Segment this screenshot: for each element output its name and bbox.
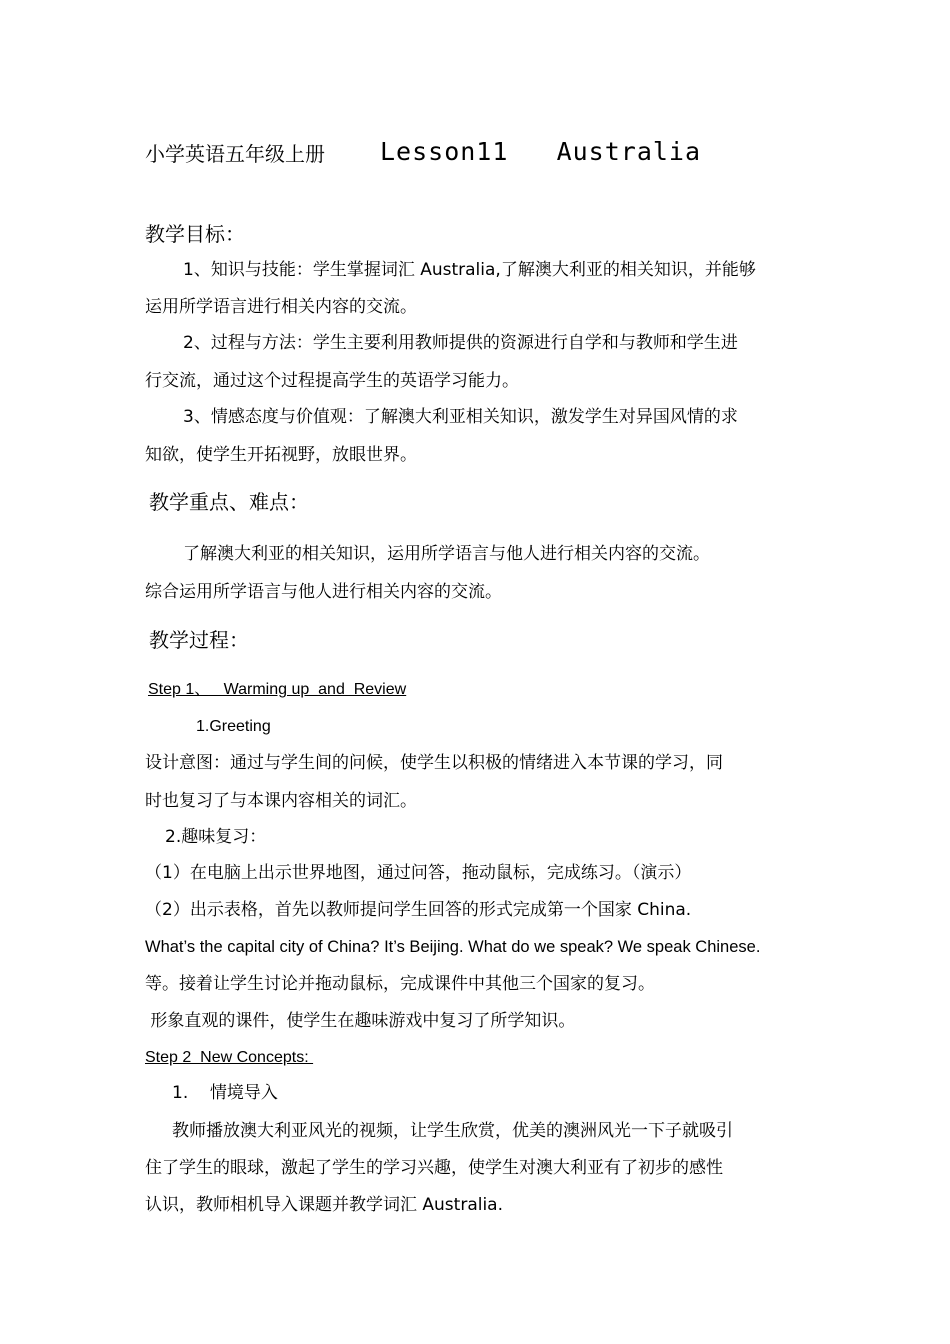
step1-intent-line-1: 设计意图：通过与学生间的问候，使学生以积极的情绪进入本节课的学习，同 [145,753,723,773]
step2-line-2: 住了学生的眼球，激起了学生的学习兴趣，使学生对澳大利亚有了初步的感性 [145,1158,723,1178]
keypoints-heading: 教学重点、难点： [149,490,309,514]
step1-title: Step 1、 Warming up and Review [148,681,407,698]
step1-intent-line-2: 时也复习了与本课内容相关的词汇。 [145,791,417,811]
step2-line-3: 认识，教师相机导入课题并教学词汇 Australia. [145,1195,504,1215]
step1-after-line: 等。接着让学生讨论并拖动鼠标，完成课件中其他三个国家的复习。 [145,974,655,994]
title-english: Lesson11 Australia [380,137,702,166]
step1-review-item-1: （1）在电脑上出示世界地图，通过问答，拖动鼠标，完成练习。（演示） [145,863,692,883]
step2-title: Step 2 New Concepts: [145,1049,314,1066]
keypoints-line-2: 综合运用所学语言与他人进行相关内容的交流。 [145,582,502,602]
process-heading: 教学过程： [149,628,249,652]
objective-line-4: 行交流，通过这个过程提高学生的英语学习能力。 [145,371,519,391]
step1-review-item-2: （2）出示表格，首先以教师提问学生回答的形式完成第一个国家 China. [145,900,692,920]
step1-greeting: 1.Greeting [196,718,271,735]
step2-line-1: 教师播放澳大利亚风光的视频，让学生欣赏，优美的澳洲风光一下子就吸引 [172,1121,733,1141]
objective-line-3: 2、过程与方法：学生主要利用教师提供的资源进行自学和与教师和学生进 [183,333,738,353]
step1-review-label: 2.趣味复习： [165,827,267,847]
step1-summary: 形象直观的课件，使学生在趣味游戏中复习了所学知识。 [145,1011,576,1031]
objectives-heading: 教学目标： [145,222,245,246]
objective-line-6: 知欲，使学生开拓视野，放眼世界。 [145,445,417,465]
objective-line-5: 3、情感态度与价值观：了解澳大利亚相关知识，激发学生对异国风情的求 [183,407,738,427]
objective-line-2: 运用所学语言进行相关内容的交流。 [145,297,417,317]
title-chinese: 小学英语五年级上册 [145,142,325,166]
objective-line-1: 1、知识与技能：学生掌握词汇 Australia,了解澳大利亚的相关知识，并能够 [183,260,756,280]
keypoints-line-1: 了解澳大利亚的相关知识，运用所学语言与他人进行相关内容的交流。 [183,544,710,564]
step2-item-1: 1. 情境导入 [172,1083,278,1103]
step1-english-dialogue: What’s the capital city of China? It’s Beijing. What do we speak? We speak Chinese. [145,938,761,956]
